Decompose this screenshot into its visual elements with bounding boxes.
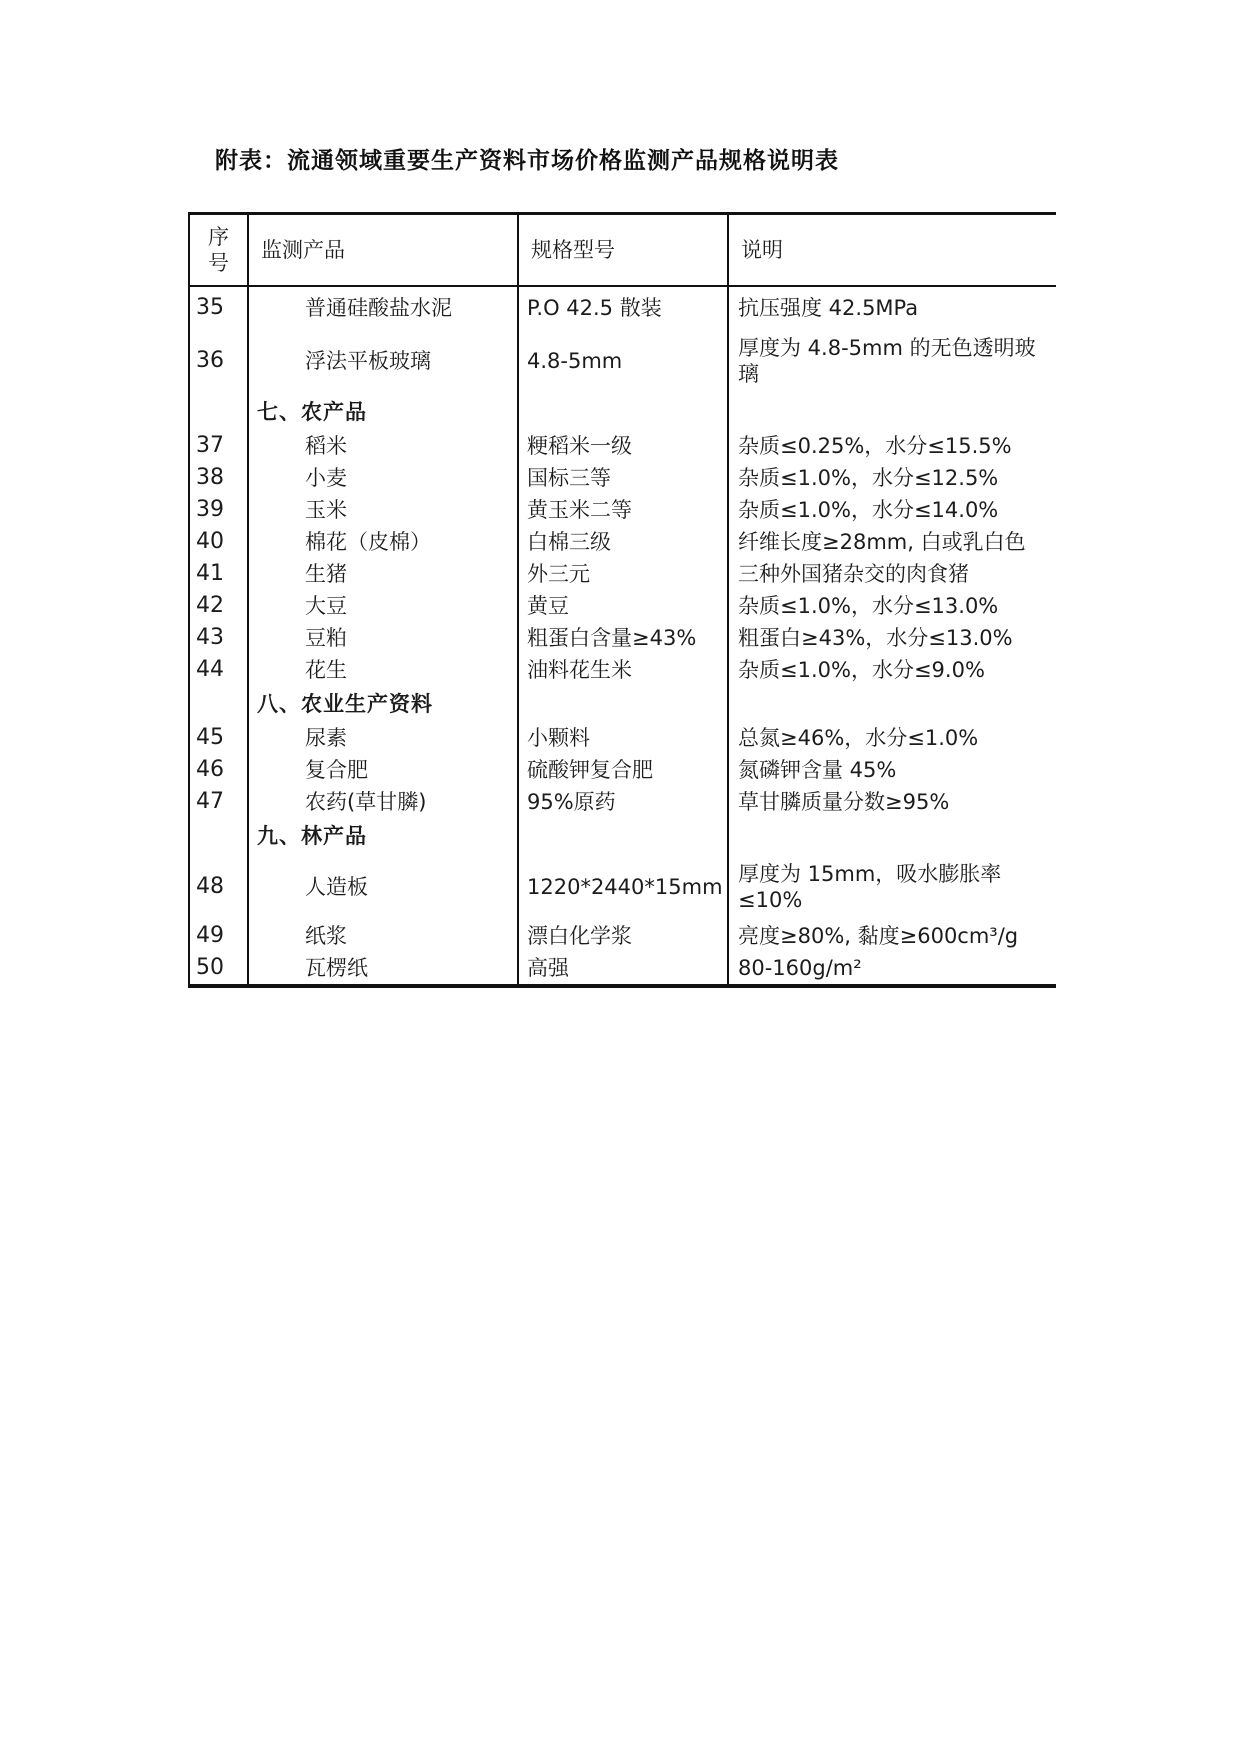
row-desc: 80-160g/m² — [738, 956, 862, 980]
row-product: 复合肥 — [248, 754, 518, 786]
row-product: 浮法平板玻璃 — [248, 328, 518, 394]
table-row — [189, 526, 1056, 558]
header-desc: 说明 — [741, 238, 783, 262]
row-product: 大豆 — [248, 590, 518, 622]
row-product: 尿素 — [248, 722, 518, 754]
row-product: 瓦楞纸 — [248, 952, 518, 986]
row-spec: 漂白化学浆 — [518, 920, 728, 952]
row-desc: 杂质≤1.0%，水分≤12.5% — [738, 466, 999, 490]
row-spec: 粗蛋白含量≥43% — [518, 622, 728, 654]
row-no: 45 — [189, 722, 248, 754]
row-desc: 抗压强度 42.5MPa — [738, 295, 919, 320]
spec-table-header — [189, 214, 1056, 287]
row-spec: 国标三等 — [518, 462, 728, 494]
row-desc: 纤维长度≥28mm, 白或乳白色 — [738, 530, 1026, 554]
table-row — [189, 590, 1056, 622]
row-no: 38 — [189, 462, 248, 494]
row-desc: 杂质≤1.0%，水分≤9.0% — [738, 658, 985, 682]
row-spec — [518, 686, 728, 722]
header-product: 监测产品 — [248, 214, 518, 287]
header-no: 序号 — [189, 214, 248, 287]
spec-table — [188, 212, 1056, 988]
row-spec — [518, 818, 728, 854]
row-product: 农药(草甘膦) — [248, 786, 518, 818]
section-row — [189, 394, 1056, 430]
row-no: 46 — [189, 754, 248, 786]
spec-table-body — [189, 286, 1056, 986]
row-desc: 亮度≥80%, 黏度≥600cm³/g — [738, 924, 1019, 948]
row-no: 43 — [189, 622, 248, 654]
row-desc — [728, 686, 1056, 722]
row-desc: 氮磷钾含量 45% — [738, 758, 897, 782]
row-no — [189, 394, 248, 430]
row-spec: 外三元 — [518, 558, 728, 590]
row-no: 40 — [189, 526, 248, 558]
table-row — [189, 286, 1056, 328]
row-spec: 4.8-5mm — [518, 328, 728, 394]
row-desc — [728, 394, 1056, 430]
row-no: 50 — [189, 952, 248, 986]
table-row — [189, 654, 1056, 686]
section-label: 八、农业生产资料 — [248, 686, 518, 722]
header-row — [189, 214, 1056, 287]
table-row — [189, 786, 1056, 818]
row-product: 稻米 — [248, 430, 518, 462]
row-product: 普通硅酸盐水泥 — [248, 286, 518, 328]
header-spec: 规格型号 — [518, 214, 728, 287]
table-row — [189, 952, 1056, 986]
table-row — [189, 722, 1056, 754]
row-desc: 杂质≤1.0%，水分≤13.0% — [738, 594, 999, 618]
row-spec: 95%原药 — [518, 786, 728, 818]
row-desc — [728, 818, 1056, 854]
row-desc: 厚度为 15mm，吸水膨胀率≤10% — [738, 862, 1002, 912]
row-product: 玉米 — [248, 494, 518, 526]
row-desc: 草甘膦质量分数≥95% — [738, 790, 950, 814]
row-spec: 粳稻米一级 — [518, 430, 728, 462]
row-desc: 粗蛋白≥43%，水分≤13.0% — [738, 626, 1013, 650]
row-no: 36 — [189, 328, 248, 394]
table-row — [189, 328, 1056, 394]
table-row — [189, 754, 1056, 786]
row-product: 小麦 — [248, 462, 518, 494]
row-desc: 三种外国猪杂交的肉食猪 — [738, 562, 969, 586]
row-spec: 黄豆 — [518, 590, 728, 622]
table-row — [189, 854, 1056, 920]
row-product: 人造板 — [248, 854, 518, 920]
row-product: 纸浆 — [248, 920, 518, 952]
row-spec: 高强 — [518, 952, 728, 986]
row-no: 37 — [189, 430, 248, 462]
row-spec: 硫酸钾复合肥 — [518, 754, 728, 786]
section-label: 九、林产品 — [248, 818, 518, 854]
row-desc: 厚度为 4.8-5mm 的无色透明玻璃 — [738, 336, 1036, 386]
table-row — [189, 494, 1056, 526]
row-product: 棉花（皮棉） — [248, 526, 518, 558]
row-no: 44 — [189, 654, 248, 686]
row-no: 35 — [189, 286, 248, 328]
row-no: 42 — [189, 590, 248, 622]
row-desc: 杂质≤0.25%，水分≤15.5% — [738, 434, 1012, 458]
row-spec: 1220*2440*15mm — [518, 854, 728, 920]
row-desc: 杂质≤1.0%，水分≤14.0% — [738, 498, 999, 522]
row-spec: P.O 42.5 散装 — [518, 286, 728, 328]
row-no: 41 — [189, 558, 248, 590]
table-row — [189, 558, 1056, 590]
row-desc: 总氮≥46%，水分≤1.0% — [738, 726, 979, 750]
row-spec: 白棉三级 — [518, 526, 728, 558]
table-row — [189, 430, 1056, 462]
table-row — [189, 462, 1056, 494]
row-product: 花生 — [248, 654, 518, 686]
table-row — [189, 920, 1056, 952]
section-row — [189, 818, 1056, 854]
row-no: 47 — [189, 786, 248, 818]
row-spec: 黄玉米二等 — [518, 494, 728, 526]
row-no: 49 — [189, 920, 248, 952]
row-no: 39 — [189, 494, 248, 526]
page-title: 附表：流通领域重要生产资料市场价格监测产品规格说明表 — [215, 148, 839, 174]
row-spec: 小颗料 — [518, 722, 728, 754]
section-row — [189, 686, 1056, 722]
row-product: 生猪 — [248, 558, 518, 590]
section-label: 七、农产品 — [248, 394, 518, 430]
row-no: 48 — [189, 854, 248, 920]
table-row — [189, 622, 1056, 654]
row-spec: 油料花生米 — [518, 654, 728, 686]
row-no — [189, 818, 248, 854]
row-spec — [518, 394, 728, 430]
row-no — [189, 686, 248, 722]
row-product: 豆粕 — [248, 622, 518, 654]
